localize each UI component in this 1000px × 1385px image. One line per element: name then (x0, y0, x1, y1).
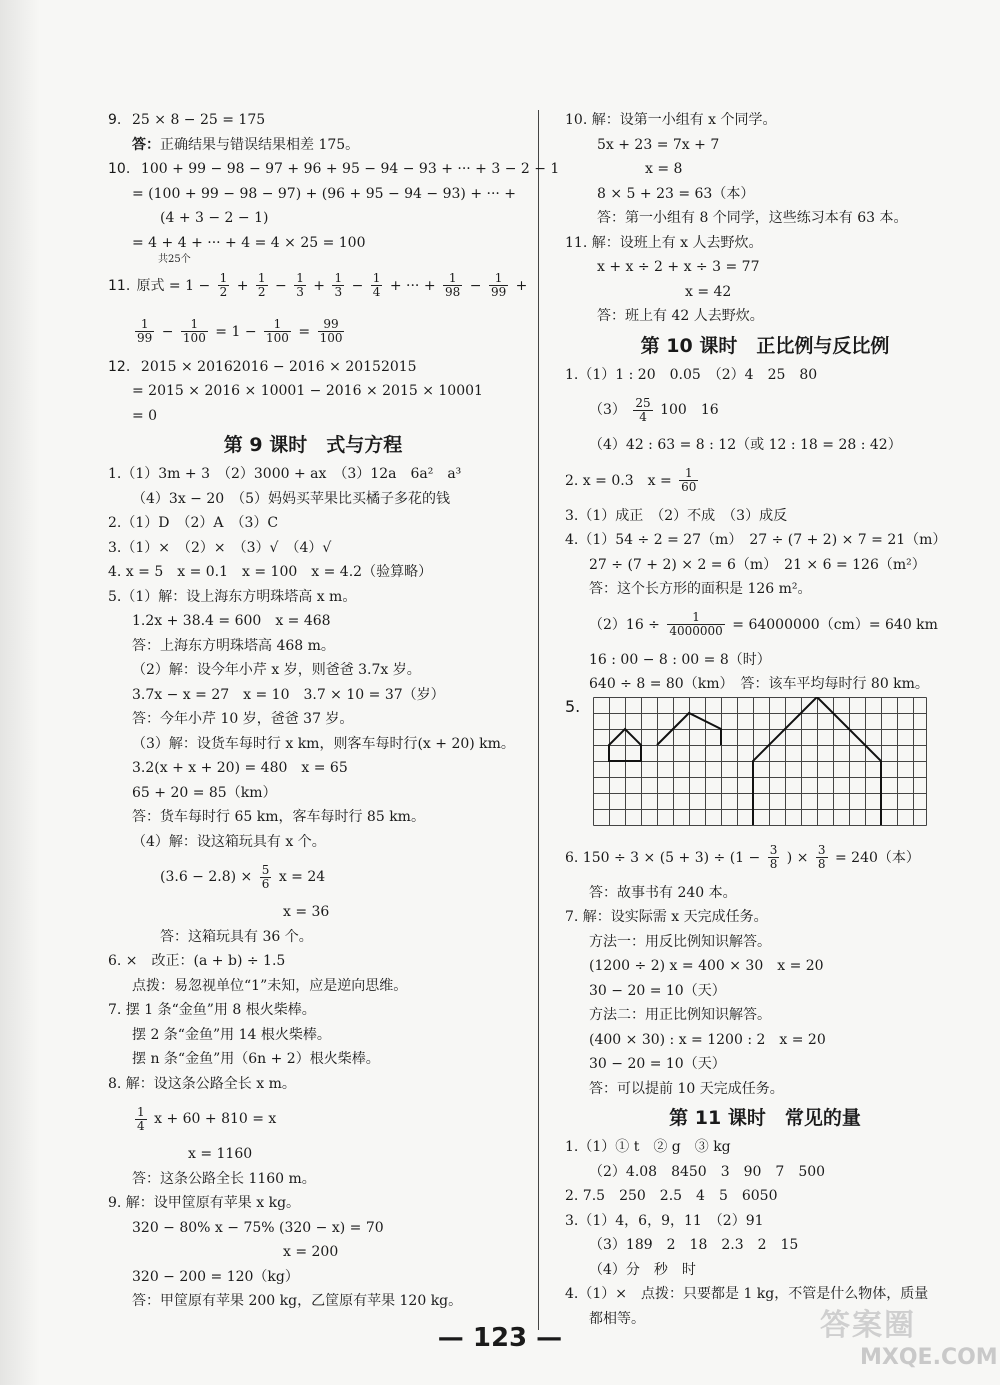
answer-text: 3.（1）成正 （2）不成 （3）成反 (565, 507, 788, 524)
answer-text: 答：这条公路全长 1160 m。 (132, 1170, 316, 1187)
operator: − (351, 277, 364, 294)
answer-line (565, 1003, 965, 1028)
answer-line (108, 108, 518, 133)
answer-text: 摆 2 条“金鱼”用 14 根火柴棒。 (132, 1026, 331, 1043)
answer-line (565, 133, 965, 158)
answer-line (565, 553, 965, 578)
fraction (135, 1106, 147, 1133)
answer-line (565, 255, 965, 280)
numerator: 3 (817, 843, 826, 857)
answer-line (108, 998, 518, 1023)
denominator: 98 (445, 285, 461, 299)
answer-line (108, 462, 518, 487)
numerator: 1 (334, 271, 343, 285)
fraction (489, 272, 508, 299)
answer-line (565, 1135, 965, 1160)
answer-line (565, 304, 965, 329)
question-number: 12. (108, 358, 131, 375)
answer-line (565, 1028, 965, 1053)
answer-line (565, 1160, 965, 1185)
numerator: 1 (135, 318, 154, 332)
answer-line (565, 577, 965, 602)
numerator: 5 (261, 862, 270, 877)
denominator: 8 (817, 857, 826, 871)
answer-text: 100 16 (660, 402, 719, 418)
answer-text: 8 × 5 + 23 = 63（本） (597, 185, 755, 202)
denominator: 99 (137, 331, 153, 345)
operator: ) × (786, 849, 809, 866)
lesson-10-title: 第 10 课时 正比例与反比例 (640, 334, 890, 357)
denominator: 8 (769, 857, 778, 871)
answer-text: 5.（1）解：设上海东方明珠塔高 x m。 (108, 588, 357, 605)
answer-text: 2. x = 0.3 x = (565, 472, 672, 489)
answer-text: （4）分 秒 时 (589, 1261, 696, 1278)
numerator: 3 (769, 843, 778, 857)
answer-text: 3.7x − x = 27 x = 10 3.7 × 10 = 37（岁） (132, 686, 445, 703)
answer-text: x + 60 + 810 = x (154, 1111, 277, 1127)
answer-text: = 240（本） (835, 849, 920, 866)
grid-figure (565, 697, 965, 835)
operator: = (298, 323, 311, 340)
answer-line (108, 182, 518, 207)
answer-line (565, 206, 965, 231)
denominator: 99 (490, 285, 507, 299)
fraction (218, 272, 230, 299)
operator: + (236, 277, 249, 294)
watermark-logo: 答案圈 (820, 1308, 916, 1343)
column-divider (538, 110, 539, 1330)
fraction (816, 844, 828, 871)
answer-line (565, 231, 965, 256)
answer-text: 30 − 20 = 10（天） (589, 1056, 726, 1072)
answer-text: 原式 = 1 − (136, 277, 211, 294)
fraction (679, 467, 698, 494)
answer-text: = 64000000（cm）= 640 km (732, 616, 938, 633)
operator: − (469, 277, 482, 294)
answer-line (565, 1077, 965, 1102)
answer-text: 点拨：易忽视单位“1”未知，应是逆向思维。 (132, 977, 408, 994)
denominator: 100 (319, 331, 343, 345)
answer-line (565, 648, 965, 673)
answer-line (108, 511, 518, 536)
fraction (294, 272, 306, 299)
answer-line (108, 133, 518, 158)
answer-text: 答：第一小组有 8 个同学，这些练习本有 63 本。 (597, 210, 908, 226)
grid-drawing (593, 697, 927, 827)
answer-text: (400 × 30) : x = 1200 : 2 x = 20 (589, 1031, 826, 1048)
fraction (768, 844, 780, 871)
fraction (332, 272, 344, 299)
denominator: 2 (219, 285, 228, 299)
answer-text: 7. 解：设实际需 x 天完成任务。 (565, 909, 768, 925)
answer-line (108, 658, 518, 683)
brace-label: 共25个 (158, 253, 191, 265)
answer-text: 6. × 改正：(a + b) ÷ 1.5 (108, 953, 286, 969)
answer-line (108, 925, 518, 950)
answer-text: = 0 (132, 407, 158, 424)
answer-line (108, 830, 518, 855)
answer-text: 16 : 00 − 8 : 00 = 8（时） (589, 651, 771, 668)
denominator: 60 (681, 480, 697, 494)
grid-lines (594, 697, 927, 825)
answer-line (108, 756, 518, 781)
answer-line (108, 206, 518, 231)
answer-line (108, 732, 518, 757)
answer-text: x = 24 (278, 869, 326, 885)
numerator: 25 (635, 395, 651, 410)
question-number: 11. (108, 277, 131, 294)
answer-text: 5x + 23 = 7x + 7 (597, 136, 720, 153)
answer-text: 640 ÷ 8 = 80（km） 答：该车平均每时行 80 km。 (589, 676, 929, 692)
answer-line (108, 781, 518, 806)
answer-line (108, 1047, 518, 1072)
operator: = 1 − (215, 323, 257, 340)
answer-line (565, 1052, 965, 1077)
question-number: 5. (565, 696, 581, 716)
answer-line (108, 949, 518, 974)
answer-text: 2.（1）D （2）A （3）C (108, 515, 279, 531)
answer-text: （2）4.08 8450 3 90 7 500 (589, 1163, 826, 1180)
answer-text: 方法二：用正比例知识解答。 (589, 1007, 771, 1023)
answer-text: （3）189 2 18 2.3 2 15 (589, 1237, 799, 1253)
answer-line (108, 805, 518, 830)
denominator: 2 (257, 285, 266, 299)
answer-text: （2）解：设今年小芹 x 岁，则爸爸 3.7x 岁。 (132, 662, 421, 678)
answer-line (565, 458, 965, 504)
answer-line (565, 905, 965, 930)
answer-line (565, 1258, 965, 1283)
answer-text: 9. 解：设甲筐原有苹果 x kg。 (108, 1195, 301, 1211)
answer-line (108, 309, 518, 355)
answer-text: 答：故事书有 240 本。 (589, 884, 737, 901)
answer-line (565, 602, 965, 648)
operator: − (275, 277, 287, 294)
answer-text: x + x ÷ 2 + x ÷ 3 = 77 (597, 259, 760, 275)
fraction (443, 272, 462, 299)
answer-line (108, 1023, 518, 1048)
operator: + (313, 277, 326, 294)
fraction (135, 318, 154, 345)
lesson-9-title: 第 9 课时 式与方程 (223, 434, 403, 456)
denominator: 3 (334, 285, 343, 299)
denominator: 4000000 (669, 624, 723, 638)
answer-line (565, 1184, 965, 1209)
grid-horizontal-lines (594, 697, 927, 825)
answer-text: x = 1160 (188, 1146, 253, 1162)
denominator: 100 (266, 331, 289, 345)
lesson-11-title: 第 11 课时 常见的量 (669, 1107, 861, 1129)
answer-text: x = 8 (645, 161, 683, 177)
answer-text: （3）解：设货车每时行 x km，则客车每时行(x + 20) km。 (132, 735, 515, 752)
answer-line (565, 504, 965, 529)
numerator: 1 (181, 318, 208, 332)
answer-text: 320 − 200 = 120（kg） (132, 1268, 299, 1285)
answer-text: x = 200 (283, 1244, 339, 1260)
left-column (108, 108, 560, 1314)
answer-line (565, 528, 965, 553)
answer-text: = (100 + 99 − 98 − 97) + (96 + 95 − 94 − 93) + ··· + (132, 185, 517, 202)
answer-label: 答： (132, 136, 160, 153)
denominator: 4 (137, 1118, 145, 1133)
answer-line (108, 1191, 518, 1216)
question-number: 9. (108, 112, 122, 128)
answer-line (565, 954, 965, 979)
answer-line (565, 1233, 965, 1258)
answer-text: 答：可以提前 10 天完成任务。 (589, 1080, 784, 1097)
answer-text: (1200 ÷ 2) x = 400 × 30 x = 20 (589, 958, 824, 974)
answer-text: 1.2x + 38.4 = 600 x = 468 (132, 613, 331, 629)
denominator: 4 (372, 285, 381, 299)
answer-line (108, 231, 518, 263)
answer-text: 8. 解：设这条公路全长 x m。 (108, 1075, 296, 1092)
answer-line (108, 1216, 518, 1241)
numerator: 99 (318, 318, 345, 332)
question-number: 10. (108, 161, 131, 177)
answer-line (565, 881, 965, 906)
answer-text: 2015 × 20162016 − 2016 × 20152015 (140, 358, 417, 375)
answer-line (108, 854, 518, 900)
answer-text: 7. 摆 1 条“金鱼”用 8 根火柴棒。 (108, 1002, 316, 1018)
numerator: 1 (489, 272, 508, 286)
answer-line (565, 979, 965, 1004)
operator: + (515, 277, 528, 294)
operator: − (161, 323, 174, 340)
fraction (633, 397, 652, 424)
answer-text: 65 + 20 = 85（km） (132, 784, 277, 801)
answer-text: （4）3x − 20 （5）妈妈买苹果比买橘子多花的钱 (132, 490, 451, 507)
operator: + ··· + (389, 277, 436, 294)
numerator: 1 (667, 611, 724, 625)
watermark-url: MXQE.COM (860, 1345, 998, 1370)
answer-text: x = 36 (283, 904, 330, 920)
fraction (181, 318, 208, 345)
answer-line (565, 1209, 965, 1234)
numerator: 1 (679, 467, 698, 481)
answer-text: 答：货车每时行 65 km，客车每时行 85 km。 (132, 809, 425, 825)
answer-text: = 4 + 4 + ··· + 4 = 4 × 25 = 100 (132, 234, 366, 251)
answer-text: 2. 7.5 250 2.5 4 5 6050 (565, 1188, 778, 1204)
numerator: 1 (257, 271, 266, 285)
answer-text: 1.（1）3m + 3 （2）3000 + ax （3）12a 6a² a³ (108, 466, 462, 482)
answer-line (108, 900, 518, 925)
answer-text: 320 − 80% x − 75% (320 − x) = 70 (132, 1219, 384, 1236)
answer-text: 4.（1）× 点拨：只要都是 1 kg，不管是什么物体，质量 (565, 1286, 929, 1302)
answer-text: 答：班上有 42 人去野炊。 (597, 308, 764, 324)
answer-text: 100 + 99 − 98 − 97 + 96 + 95 − 94 − 93 + ··· + 3 − 2 − 1 (140, 161, 560, 177)
answer-text: 摆 n 条“金鱼”用（6n + 2）根火柴棒。 (132, 1051, 380, 1067)
answer-text: 3.（1）× （2）× （3）√ （4）√ (108, 539, 332, 556)
answer-text: 答：这个长方形的面积是 126 m²。 (589, 581, 812, 597)
answer-text: 4. x = 5 x = 0.1 x = 100 x = 4.2（验算略） (108, 564, 433, 580)
answer-line (108, 1142, 518, 1167)
answer-line (565, 363, 965, 388)
answer-line (108, 1289, 518, 1314)
answer-text: 30 − 20 = 10（天） (589, 982, 726, 999)
answer-line (108, 560, 518, 585)
answer-line (108, 157, 560, 182)
answer-line (108, 379, 518, 404)
answer-text: 方法一：用反比例知识解答。 (589, 933, 771, 950)
answer-line (108, 707, 518, 732)
answer-line (108, 404, 518, 429)
answer-text: 25 × 8 − 25 = 175 (132, 112, 266, 128)
answer-text: x = 42 (685, 283, 732, 300)
right-column (565, 108, 965, 1331)
answer-line (565, 930, 965, 955)
fraction (371, 272, 383, 299)
denominator: 6 (261, 876, 270, 891)
answer-line (108, 1265, 518, 1290)
answer-line (565, 433, 965, 458)
answer-line (565, 157, 965, 182)
numerator: 1 (264, 318, 291, 332)
numerator: 1 (219, 271, 228, 285)
answer-line (565, 672, 965, 697)
answer-line (108, 683, 518, 708)
answer-line (108, 487, 518, 512)
answer-line (108, 1240, 518, 1265)
answer-text: （2）16 ÷ (589, 616, 660, 633)
answer-text: 答：甲筐原有苹果 200 kg，乙筐原有苹果 120 kg。 (132, 1293, 463, 1309)
answer-text: （4）42 : 63 = 8 : 12（或 12 : 18 = 28 : 42） (589, 437, 902, 453)
answer-text: 4.（1）54 ÷ 2 = 27（m） 27 ÷ (7 + 2) × 7 = 21（m） (565, 532, 947, 548)
answer-line (108, 536, 518, 561)
answer-line (108, 634, 518, 659)
answer-text: (3.6 − 2.8) × (160, 869, 253, 885)
answer-line (565, 182, 965, 207)
answer-line (108, 585, 518, 610)
answer-line (565, 387, 965, 433)
answer-text: 正确结果与错误结果相差 175。 (160, 136, 360, 153)
fraction (318, 318, 345, 345)
answer-text: 3.（1）4，6，9，11 （2）91 (565, 1212, 764, 1229)
fraction (264, 318, 291, 345)
numerator: 1 (372, 271, 381, 285)
answer-text: 10. 解：设第一小组有 x 个同学。 (565, 112, 777, 128)
fraction (260, 864, 272, 891)
answer-line (565, 835, 965, 881)
denominator: 100 (182, 331, 206, 345)
answer-text: (4 + 3 − 2 − 1) (160, 210, 269, 226)
answer-line (565, 280, 965, 305)
answer-text: = 2015 × 2016 × 10001 − 2016 × 2015 × 10001 (132, 383, 483, 399)
numerator: 1 (443, 272, 462, 286)
answer-line (108, 1072, 518, 1097)
answer-text: 答：这箱玩具有 36 个。 (160, 928, 313, 945)
answer-line (108, 263, 528, 309)
answer-text: 答：上海东方明珠塔高 468 m。 (132, 637, 335, 654)
page-edge-shadow (0, 0, 40, 1385)
numerator: 1 (296, 271, 304, 285)
answer-line (108, 1096, 518, 1142)
answer-line (108, 355, 518, 380)
answer-text: 都相等。 (589, 1310, 645, 1327)
answer-text: 11. 解：设班上有 x 人去野炊。 (565, 234, 763, 251)
fraction (256, 272, 268, 299)
page-number: — 123 — (437, 1323, 563, 1353)
answer-line (108, 974, 518, 999)
answer-line (108, 609, 518, 634)
answer-text: 3.2(x + x + 20) = 480 x = 65 (132, 760, 348, 776)
denominator: 4 (639, 409, 647, 424)
answer-text: （3） (589, 402, 626, 418)
denominator: 3 (296, 285, 304, 299)
fraction (667, 611, 724, 638)
answer-line (108, 1167, 518, 1192)
answer-line (565, 108, 965, 133)
answer-text: 答：今年小芹 10 岁，爸爸 37 岁。 (132, 711, 354, 727)
answer-text: 1.（1）① t ② g ③ kg (565, 1139, 731, 1155)
answer-text: （4）解：设这箱玩具有 x 个。 (132, 833, 326, 850)
answer-text: 6. 150 ÷ 3 × (5 + 3) ÷ (1 − (565, 849, 761, 866)
answer-text: 27 ÷ (7 + 2) × 2 = 6（m） 21 × 6 = 126（m²） (589, 556, 926, 573)
answer-text: 1.（1）1 : 20 0.05 （2）4 25 80 (565, 366, 818, 383)
numerator: 1 (137, 1104, 145, 1119)
